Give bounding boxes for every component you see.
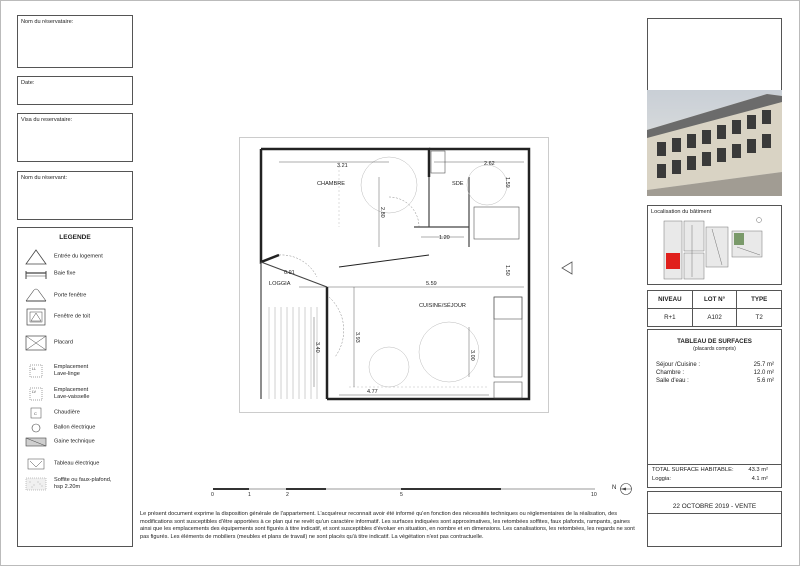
legend-item-closet: Placard	[24, 334, 132, 352]
lot-table-header-niveau: NIVEAU	[648, 291, 693, 309]
scale-tick-2: 2	[286, 492, 289, 498]
legend-item-boiler: C Chaudière	[24, 404, 132, 422]
legend-item-soffit: Soffite ou faux-plafond, hsp 2.20m	[24, 475, 132, 493]
date-label: Date:	[21, 80, 35, 86]
scale-bar-graphic	[211, 486, 601, 500]
dishwasher-icon	[24, 385, 48, 403]
dim-chambre-width: 3.21	[337, 163, 348, 169]
footer-date: 22 OCTOBRE 2019 - VENTE	[672, 503, 757, 510]
north-compass-icon	[619, 482, 633, 496]
dim-loggia-depth: 3.40	[314, 342, 320, 353]
svg-text:LL: LL	[32, 367, 36, 371]
legend-item-dishwasher: LV Emplacement Lave-vaisselle	[24, 385, 132, 403]
legend-item-roof-window: Fenêtre de toit	[24, 308, 132, 326]
dim-loggia-door: 0.91	[284, 270, 295, 276]
date-box[interactable]	[17, 76, 133, 105]
reservataire-name-label: Nom du réservataire:	[21, 19, 74, 25]
lot-table-type: T2	[737, 309, 782, 327]
reservataire-name-box[interactable]	[17, 15, 133, 68]
room-chambre: CHAMBRE	[317, 181, 345, 187]
entrance-marker-icon	[560, 260, 574, 276]
scale-tick-10: 10	[591, 492, 597, 498]
surfaces-subtitle: (placards compris)	[693, 346, 736, 352]
lot-table-niveau: R+1	[648, 309, 693, 327]
dim-sde-width: 2.62	[484, 161, 495, 167]
electrical-panel-icon	[24, 455, 48, 473]
svg-text:LV: LV	[32, 390, 37, 394]
dim-sde-depth: 1.59	[504, 177, 510, 188]
room-loggia: LOGGIA	[269, 281, 291, 287]
site-plan-map	[662, 217, 768, 283]
building-photo	[647, 90, 782, 196]
legend-item-water-heater: Ballon électrique	[24, 419, 132, 437]
scale-bar	[211, 486, 601, 500]
dim-sejour-depth: 3.93	[354, 332, 360, 343]
legend-item-washing-machine: LL Emplacement Lave-linge	[24, 362, 132, 380]
duct-icon	[24, 433, 48, 451]
footer-divider	[647, 513, 782, 514]
room-cuisine-sejour: CUISINE/SÉJOUR	[419, 303, 466, 309]
scale-tick-1: 1	[248, 492, 251, 498]
floor-plan-drawing	[239, 137, 549, 413]
washing-machine-icon	[24, 362, 48, 380]
lot-table	[647, 290, 782, 327]
soffit-icon	[24, 475, 48, 493]
surfaces-panel: TABLEAU DE SURFACES (placards compris) Séjour /Cuisine : 25.7 m² Chambre : 12.0 m² Salle d'eau : 5.6 m² TOTAL SURFACE HABITABLE: 43.3 m² Loggia: 4.1 m²	[647, 329, 782, 488]
reservant-name-label: Nom du réservant:	[21, 175, 68, 181]
dim-sejour-width: 5.59	[426, 281, 437, 287]
room-sde: SDE	[452, 181, 464, 187]
french-door-icon	[24, 287, 48, 305]
dim-kitchen-depth: 3.00	[469, 350, 475, 361]
dim-chambre-depth: 2.80	[379, 207, 385, 218]
scale-tick-0: 0	[211, 492, 214, 498]
dim-sejour-bottom: 4.77	[367, 389, 378, 395]
north-label: N	[612, 485, 617, 491]
legend-item-entrance: Entrée du logement	[24, 248, 132, 266]
legend-item-fixed-window: Baie fixe	[24, 265, 132, 283]
total-divider	[648, 464, 781, 465]
reservataire-visa-box[interactable]	[17, 113, 133, 162]
legend-item-electrical-panel: Tableau électrique	[24, 455, 132, 473]
scale-tick-5: 5	[400, 492, 403, 498]
floor-plan	[239, 137, 549, 413]
surfaces-title: TABLEAU DE SURFACES	[677, 338, 752, 345]
legend-title: LEGENDE	[59, 234, 91, 241]
location-title: Localisation du bâtiment	[651, 209, 712, 215]
location-panel	[647, 205, 782, 285]
north-arrow	[612, 482, 634, 496]
reservataire-visa-label: Visa du reservataire:	[21, 117, 73, 123]
footer-frame	[647, 491, 782, 547]
closet-icon	[24, 334, 48, 352]
entrance-triangle-icon	[24, 248, 48, 266]
dim-entry: 1.50	[504, 265, 510, 276]
legal-notice: Le présent document exprime la disposition générale de l'appartement. L'acquéreur reconnait avoir été informé qu'en fonction des nécessités techniques ou réglementaires de la réalisation, des modifications sont susceptibles d'être apportées à ce plan qui ne revêt qu'un caractère informatif. Les surfaces indiquées sont approximatives, les retombées soffites, faux plafonds, rampants, gaines ainsi que les emplacements des équipements sont figurés à titre indicatif, et sont susceptibles d'évoluer en situation, en nombre et en dimensions. Les canalisations, les retombées, les regards ne sont pas figurés. Les éléments de mobiliers (meubles et plans de travail) ne sont placés qu'à titre indicatif. La végétation n'est pas contractuelle.	[140, 511, 635, 540]
fixed-window-icon	[24, 265, 48, 283]
legend-item-duct: Gaine technique	[24, 433, 132, 451]
legend-item-french-door: Porte fenêtre	[24, 287, 132, 305]
svg-text:C: C	[34, 411, 37, 416]
dim-corridor: 1.20	[439, 235, 450, 241]
roof-window-icon	[24, 308, 48, 326]
legend-panel	[17, 227, 133, 547]
lot-location-marker	[666, 253, 680, 269]
reservant-name-box[interactable]	[17, 171, 133, 220]
lot-table-header-lot: LOT N°	[692, 291, 737, 309]
building-rendering-image	[647, 90, 782, 196]
lot-table-header-type: TYPE	[737, 291, 782, 309]
lot-table-lot: A102	[692, 309, 737, 327]
